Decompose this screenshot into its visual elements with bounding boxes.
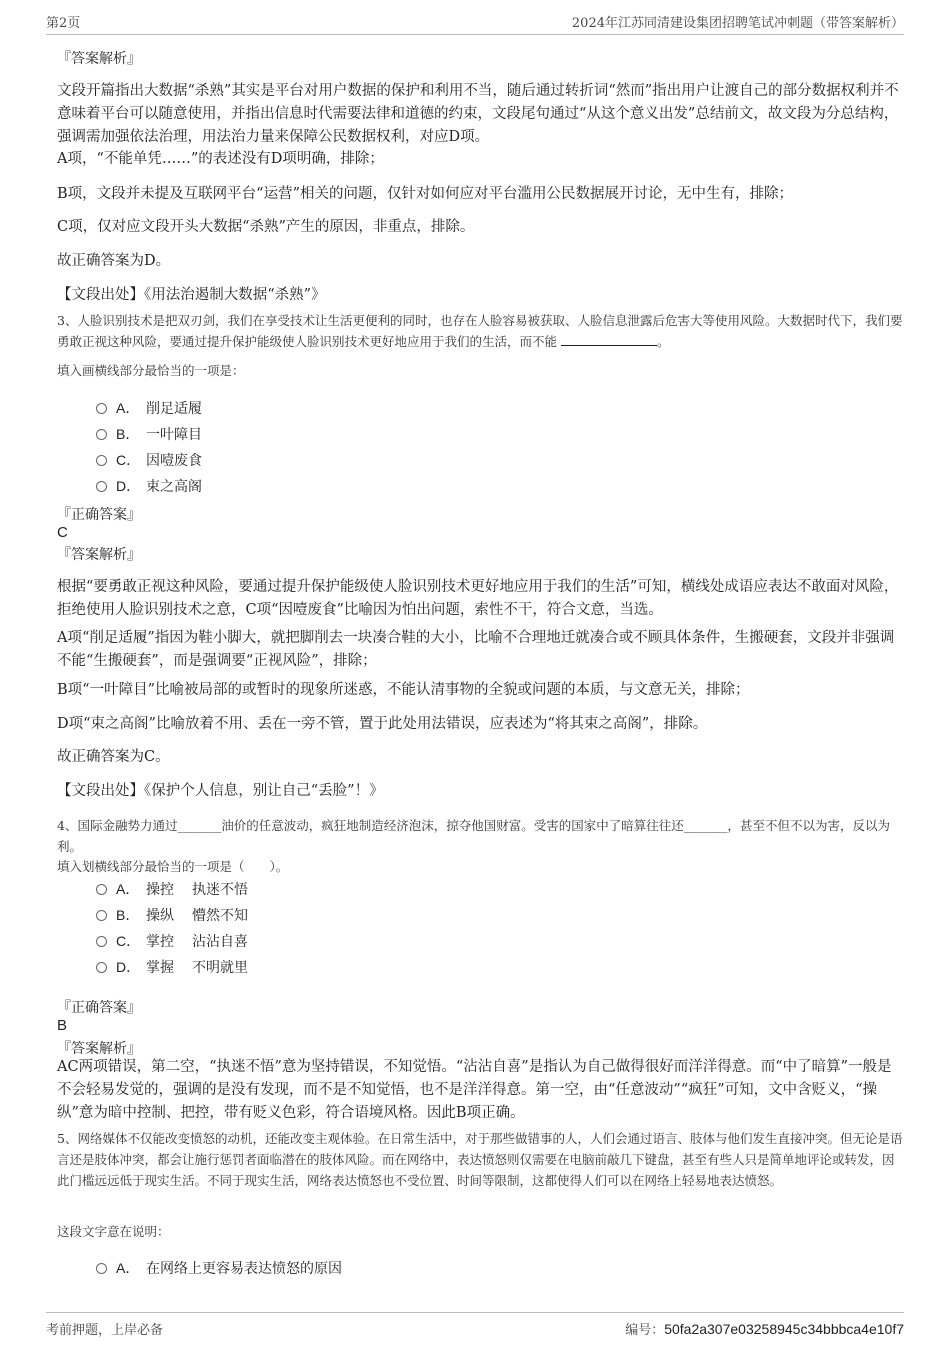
page-footer: [46, 1312, 904, 1339]
page-header: [46, 12, 904, 35]
analysis-option-b: B项，文段并未提及互联网平台“运营”相关的问题，仅针对如何应对平台滥用公民数据展开讨论，无中生有，排除；: [57, 186, 793, 202]
radio-icon[interactable]: [96, 429, 107, 440]
page-number: 第2页: [46, 16, 81, 31]
option-b[interactable]: B． 一叶障目: [96, 424, 202, 445]
analysis-label: 『答案解析』: [57, 51, 141, 67]
radio-icon[interactable]: [96, 1263, 107, 1274]
document-id: 编号：50fa2a307e03258945c34bbbca4e10f7: [625, 1321, 904, 1338]
radio-icon[interactable]: [96, 455, 107, 466]
correct-answer-label: 『正确答案』: [57, 1000, 141, 1016]
question-3-stem: 3、人脸识别技术是把双刃剑，我们在享受技术让生活更便利的同时，也存在人脸容易被获取、人脸信息泄露后危害大等使用风险。大数据时代下，我们要勇敢正视这种风险，要通过提升保护能级使人脸识别技术更好地应用于我们的生活，而不能 。: [57, 313, 903, 349]
question-4-prompt: 填入划横线部分最恰当的一项是（ ）。: [57, 859, 289, 874]
correct-answer-value: B: [57, 1017, 68, 1034]
option-a[interactable]: A． 操控 执迷不悟: [96, 879, 248, 900]
document-title: 2024年江苏同清建设集团招聘笔试冲刺题（带答案解析）: [571, 16, 904, 31]
option-b[interactable]: B． 操纵 懵然不知: [96, 905, 248, 926]
question-5-stem: 5、网络媒体不仅能改变愤怒的动机，还能改变主观体验。在日常生活中，对于那些做错事的人，人们会通过语言、肢体与他们发生直接冲突。但无论是语言还是肢体冲突，都会让施行惩罚者面临潜在的肢体风险。而在网络中，表达愤怒则仅需要在电脑前敲几下键盘，甚至有些人只是简单地评论或转发，因此门槛远远低于现实生活。不同于现实生活，网络表达愤怒也不受位置、时间等限制，这都使得人们可以在网络上轻易地表达愤怒。: [57, 1131, 903, 1188]
source-line: 【文段出处】《保护个人信息，别让自己“丢脸”！》: [57, 783, 384, 799]
analysis-option-d: D项“束之高阁”比喻放着不用、丢在一旁不管，置于此处用法错误，应表述为“将其束之高阁”，排除。: [57, 716, 708, 732]
radio-icon[interactable]: [96, 403, 107, 414]
correct-answer-line: 故正确答案为D。: [57, 253, 171, 269]
radio-icon[interactable]: [96, 936, 107, 947]
correct-answer-label: 『正确答案』: [57, 507, 141, 523]
analysis-label: 『答案解析』: [57, 547, 141, 563]
analysis-paragraph: 根据“要勇敢正视这种风险，要通过提升保护能级使人脸识别技术更好地应用于我们的生活”可知，横线处成语应表达不敢面对风险，拒绝使用人脸识别技术之意，C项“因噎废食”比喻因为怕出问题，索性不干，符合文意，当选。: [57, 579, 899, 618]
radio-icon[interactable]: [96, 910, 107, 921]
radio-icon[interactable]: [96, 962, 107, 973]
radio-icon[interactable]: [96, 884, 107, 895]
option-d[interactable]: D． 掌握 不明就里: [96, 957, 248, 978]
analysis-option-a: A项，“不能单凭……”的表述没有D项明确，排除；: [57, 151, 384, 167]
correct-answer-line: 故正确答案为C。: [57, 749, 170, 765]
question-5-prompt: 这段文字意在说明：: [57, 1224, 170, 1239]
option-a[interactable]: A． 在网络上更容易表达愤怒的原因: [96, 1258, 342, 1279]
answer-blank: [561, 332, 657, 346]
analysis-paragraph: 文段开篇指出大数据“杀熟”其实是平台对用户数据的保护和利用不当，随后通过转折词“然而”指出用户让渡自己的部分数据权利并不意味着平台可以随意使用，并指出信息时代需要法律和道德的约束，文段尾句通过“从这个意义出发”总结前文，故文段为分总结构，强调需加强依法治理，用法治力量来保障公民数据权利，对应D项。: [57, 83, 899, 145]
analysis-label: 『答案解析』: [57, 1041, 141, 1057]
analysis-paragraph: AC两项错误，第二空，“执迷不悟”意为坚持错误，不知觉悟。“沾沾自喜”是指认为自己做得很好而洋洋得意。而“中了暗算”一般是不会轻易发觉的，强调的是没有发现，而不是不知觉悟，也不是洋洋得意。第一空，由“任意波动”“疯狂”可知，文中含贬义，“操纵”意为暗中控制、把控，带有贬义色彩，符合语境风格。因此B项正确。: [57, 1059, 892, 1121]
correct-answer-value: C: [57, 524, 68, 541]
question-4-stem: 4、国际金融势力通过_______油价的任意波动，疯狂地制造经济泡沫，掠夺他国财富。受害的国家中了暗算往往还_______，甚至不但不以为害，反以为利。: [57, 818, 890, 854]
footer-slogan: 考前押题，上岸必备: [46, 1323, 164, 1338]
analysis-option-a: A项“削足适履”指因为鞋小脚大，就把脚削去一块凑合鞋的大小，比喻不合理地迁就凑合或不顾具体条件，生搬硬套，文段并非强调不能“生搬硬套”，而是强调要“正视风险”，排除；: [57, 630, 895, 669]
question-3-prompt: 填入画横线部分最恰当的一项是：: [57, 363, 245, 378]
analysis-option-b: B项“一叶障目”比喻被局部的或暂时的现象所迷惑，不能认清事物的全貌或问题的本质，与文意无关，排除；: [57, 682, 750, 698]
option-c[interactable]: C． 因噎废食: [96, 450, 202, 471]
option-c[interactable]: C． 掌控 沾沾自喜: [96, 931, 248, 952]
option-a[interactable]: A． 削足适履: [96, 398, 202, 419]
source-line: 【文段出处】《用法治遏制大数据“杀熟”》: [57, 287, 326, 303]
analysis-option-c: C项，仅对应文段开头大数据“杀熟”产生的原因，非重点，排除。: [57, 219, 475, 235]
radio-icon[interactable]: [96, 481, 107, 492]
option-d[interactable]: D． 束之高阁: [96, 476, 202, 497]
